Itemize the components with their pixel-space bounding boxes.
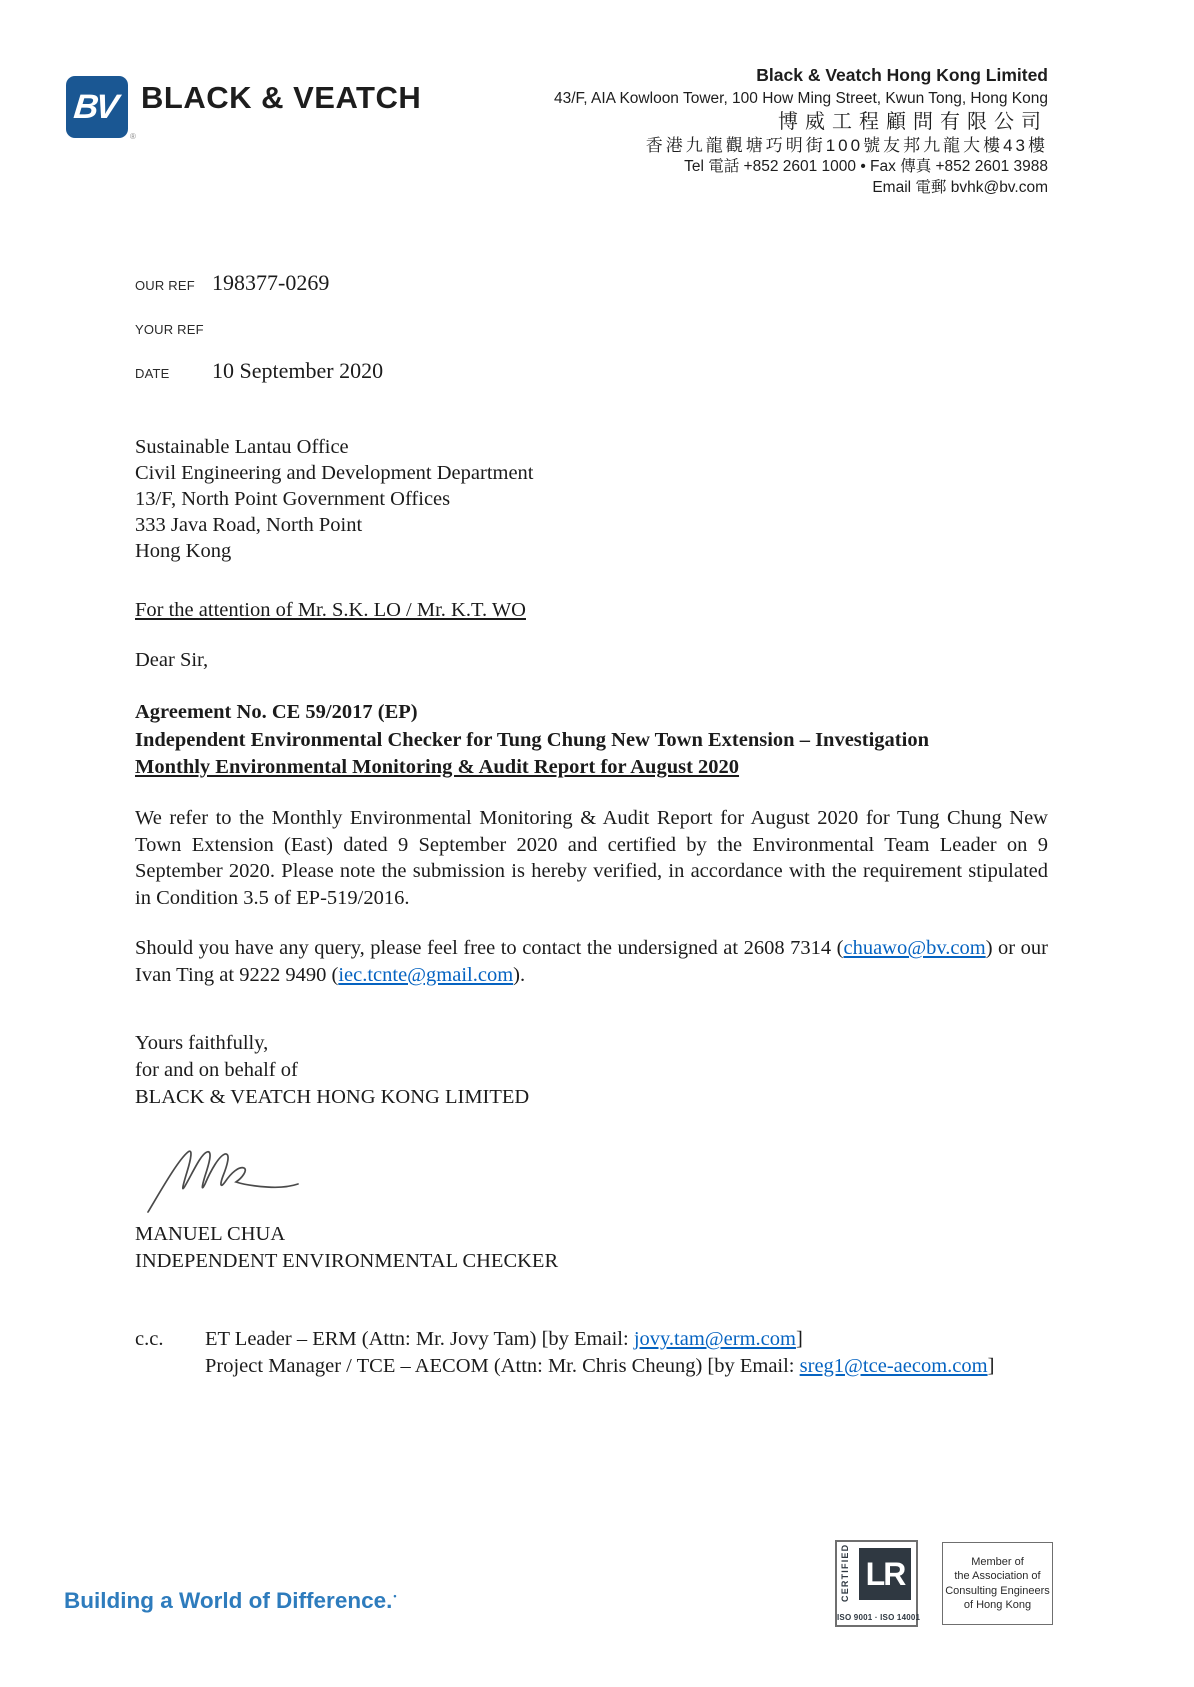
our-ref-label: OUR REF — [135, 278, 195, 293]
subject-block — [135, 699, 1048, 782]
body-paragraph-1: We refer to the Monthly Environmental Monitoring & Audit Report for August 2020 for Tung Chung New Town Extension (East) dated 9 September 2020 and certified by the Environmental Team Leader on 9 September 2020. Please note the submission is hereby verified, in accordance with the requirement stipulated in Condition 3.5 of EP-519/2016. — [135, 807, 1048, 909]
certified-label: CERTIFIED — [840, 1543, 850, 1602]
paragraph-2-text: ). — [513, 963, 526, 986]
lr-logo-icon — [859, 1548, 911, 1600]
member-badge-line: of Hong Kong — [963, 1599, 1032, 1611]
body-paragraph-2 — [135, 935, 1048, 988]
salutation: Dear Sir, — [135, 649, 209, 671]
letterhead-company-name: Black & Veatch Hong Kong Limited — [756, 65, 1048, 85]
subject-agreement-no: Agreement No. CE 59/2017 (EP) — [135, 701, 418, 723]
tagline-text: Building a World of Difference. — [64, 1588, 393, 1613]
closing-line: for and on behalf of — [135, 1059, 298, 1081]
iso-standards-label: ISO 9001 · ISO 14001 — [837, 1613, 921, 1622]
cc-block — [135, 1326, 1048, 1379]
cc-entry-et-leader — [205, 1326, 1048, 1353]
association-member-badge — [942, 1542, 1053, 1625]
your-ref-label: YOUR REF — [135, 322, 204, 337]
cc-content — [205, 1326, 1048, 1379]
cc-label: c.c. — [135, 1328, 164, 1350]
cc-entry-text: ET Leader – ERM (Attn: Mr. Jovy Tam) [by Email: — [205, 1328, 634, 1350]
recipient-address — [135, 434, 534, 564]
recipient-line: Hong Kong — [135, 540, 232, 562]
letterhead-address-block — [554, 67, 1048, 201]
company-tagline — [64, 1588, 397, 1614]
recipient-line: Sustainable Lantau Office — [135, 436, 349, 458]
member-badge-line: Consulting Engineers — [945, 1584, 1050, 1597]
our-ref-value: 198377-0269 — [212, 270, 330, 295]
recipient-line: 333 Java Road, North Point — [135, 514, 363, 536]
iec-email-link[interactable]: iec.tcnte@gmail.com — [338, 963, 514, 986]
attention-line: For the attention of Mr. S.K. LO / Mr. K.T. WO — [135, 599, 526, 621]
closing-line: BLACK & VEATCH HONG KONG LIMITED — [135, 1086, 530, 1108]
date-label: DATE — [135, 366, 170, 381]
letterhead-tel-fax: Tel 電話 +852 2601 1000 • Fax 傳真 +852 2601 3988 — [684, 158, 1048, 175]
lr-certification-badge — [835, 1540, 921, 1627]
member-badge-line: Member of — [971, 1555, 1024, 1568]
lr-monogram: LR — [865, 1555, 905, 1592]
closing-block — [135, 1030, 529, 1111]
signer-title: INDEPENDENT ENVIRONMENTAL CHECKER — [135, 1250, 559, 1272]
cc-entry-text: Project Manager / TCE – AECOM (Attn: Mr. Chris Cheung) [by Email: — [205, 1354, 800, 1377]
signature-image — [146, 1146, 301, 1221]
paragraph-2-text: ) or our Ivan Ting at 9222 9490 ( — [135, 937, 1048, 986]
chuawo-email-link[interactable]: chuawo@bv.com — [843, 937, 986, 959]
registered-trademark-symbol: ® — [130, 132, 136, 141]
jovy-tam-email-link[interactable]: jovy.tam@erm.com — [633, 1328, 796, 1350]
bv-logo-icon — [66, 76, 128, 138]
company-wordmark: BLACK & VEATCH — [141, 80, 422, 115]
your-ref-row — [135, 314, 383, 341]
recipient-line: 13/F, North Point Government Offices — [135, 488, 451, 510]
cc-entry-suffix: ] — [987, 1354, 995, 1377]
letterhead-company-name-zh: 博威工程顧問有限公司 — [778, 111, 1048, 133]
date-value: 10 September 2020 — [212, 358, 384, 383]
subject-report-title: Monthly Environmental Monitoring & Audit Report for August 2020 — [135, 756, 740, 778]
our-ref-row — [135, 270, 383, 297]
recipient-line: Civil Engineering and Development Department — [135, 462, 534, 484]
tagline-trademark-symbol: • — [393, 1591, 397, 1601]
letterhead-address-en: 43/F, AIA Kowloon Tower, 100 How Ming Street, Kwun Tong, Hong Kong — [553, 89, 1048, 107]
paragraph-2-text: Should you have any query, please feel free to contact the undersigned at 2608 7314 ( — [135, 937, 844, 959]
member-badge-line: the Association of — [954, 1570, 1041, 1582]
bv-monogram: BV — [72, 87, 118, 126]
cc-entry-project-manager — [205, 1353, 1048, 1380]
letterhead-email: Email 電郵 bvhk@bv.com — [872, 178, 1048, 196]
signer-name: MANUEL CHUA — [135, 1223, 286, 1245]
signer-block — [135, 1221, 558, 1275]
letterhead-address-zh: 香港九龍觀塘巧明街100號友邦九龍大樓43樓 — [645, 136, 1048, 155]
sreg1-email-link[interactable]: sreg1@tce-aecom.com — [799, 1354, 988, 1377]
date-row — [135, 358, 383, 385]
closing-line: Yours faithfully, — [135, 1032, 269, 1054]
cc-entry-suffix: ] — [795, 1328, 803, 1350]
reference-block — [135, 270, 383, 402]
subject-project-title: Independent Environmental Checker for Tung Chung New Town Extension – Investigation — [135, 728, 929, 751]
